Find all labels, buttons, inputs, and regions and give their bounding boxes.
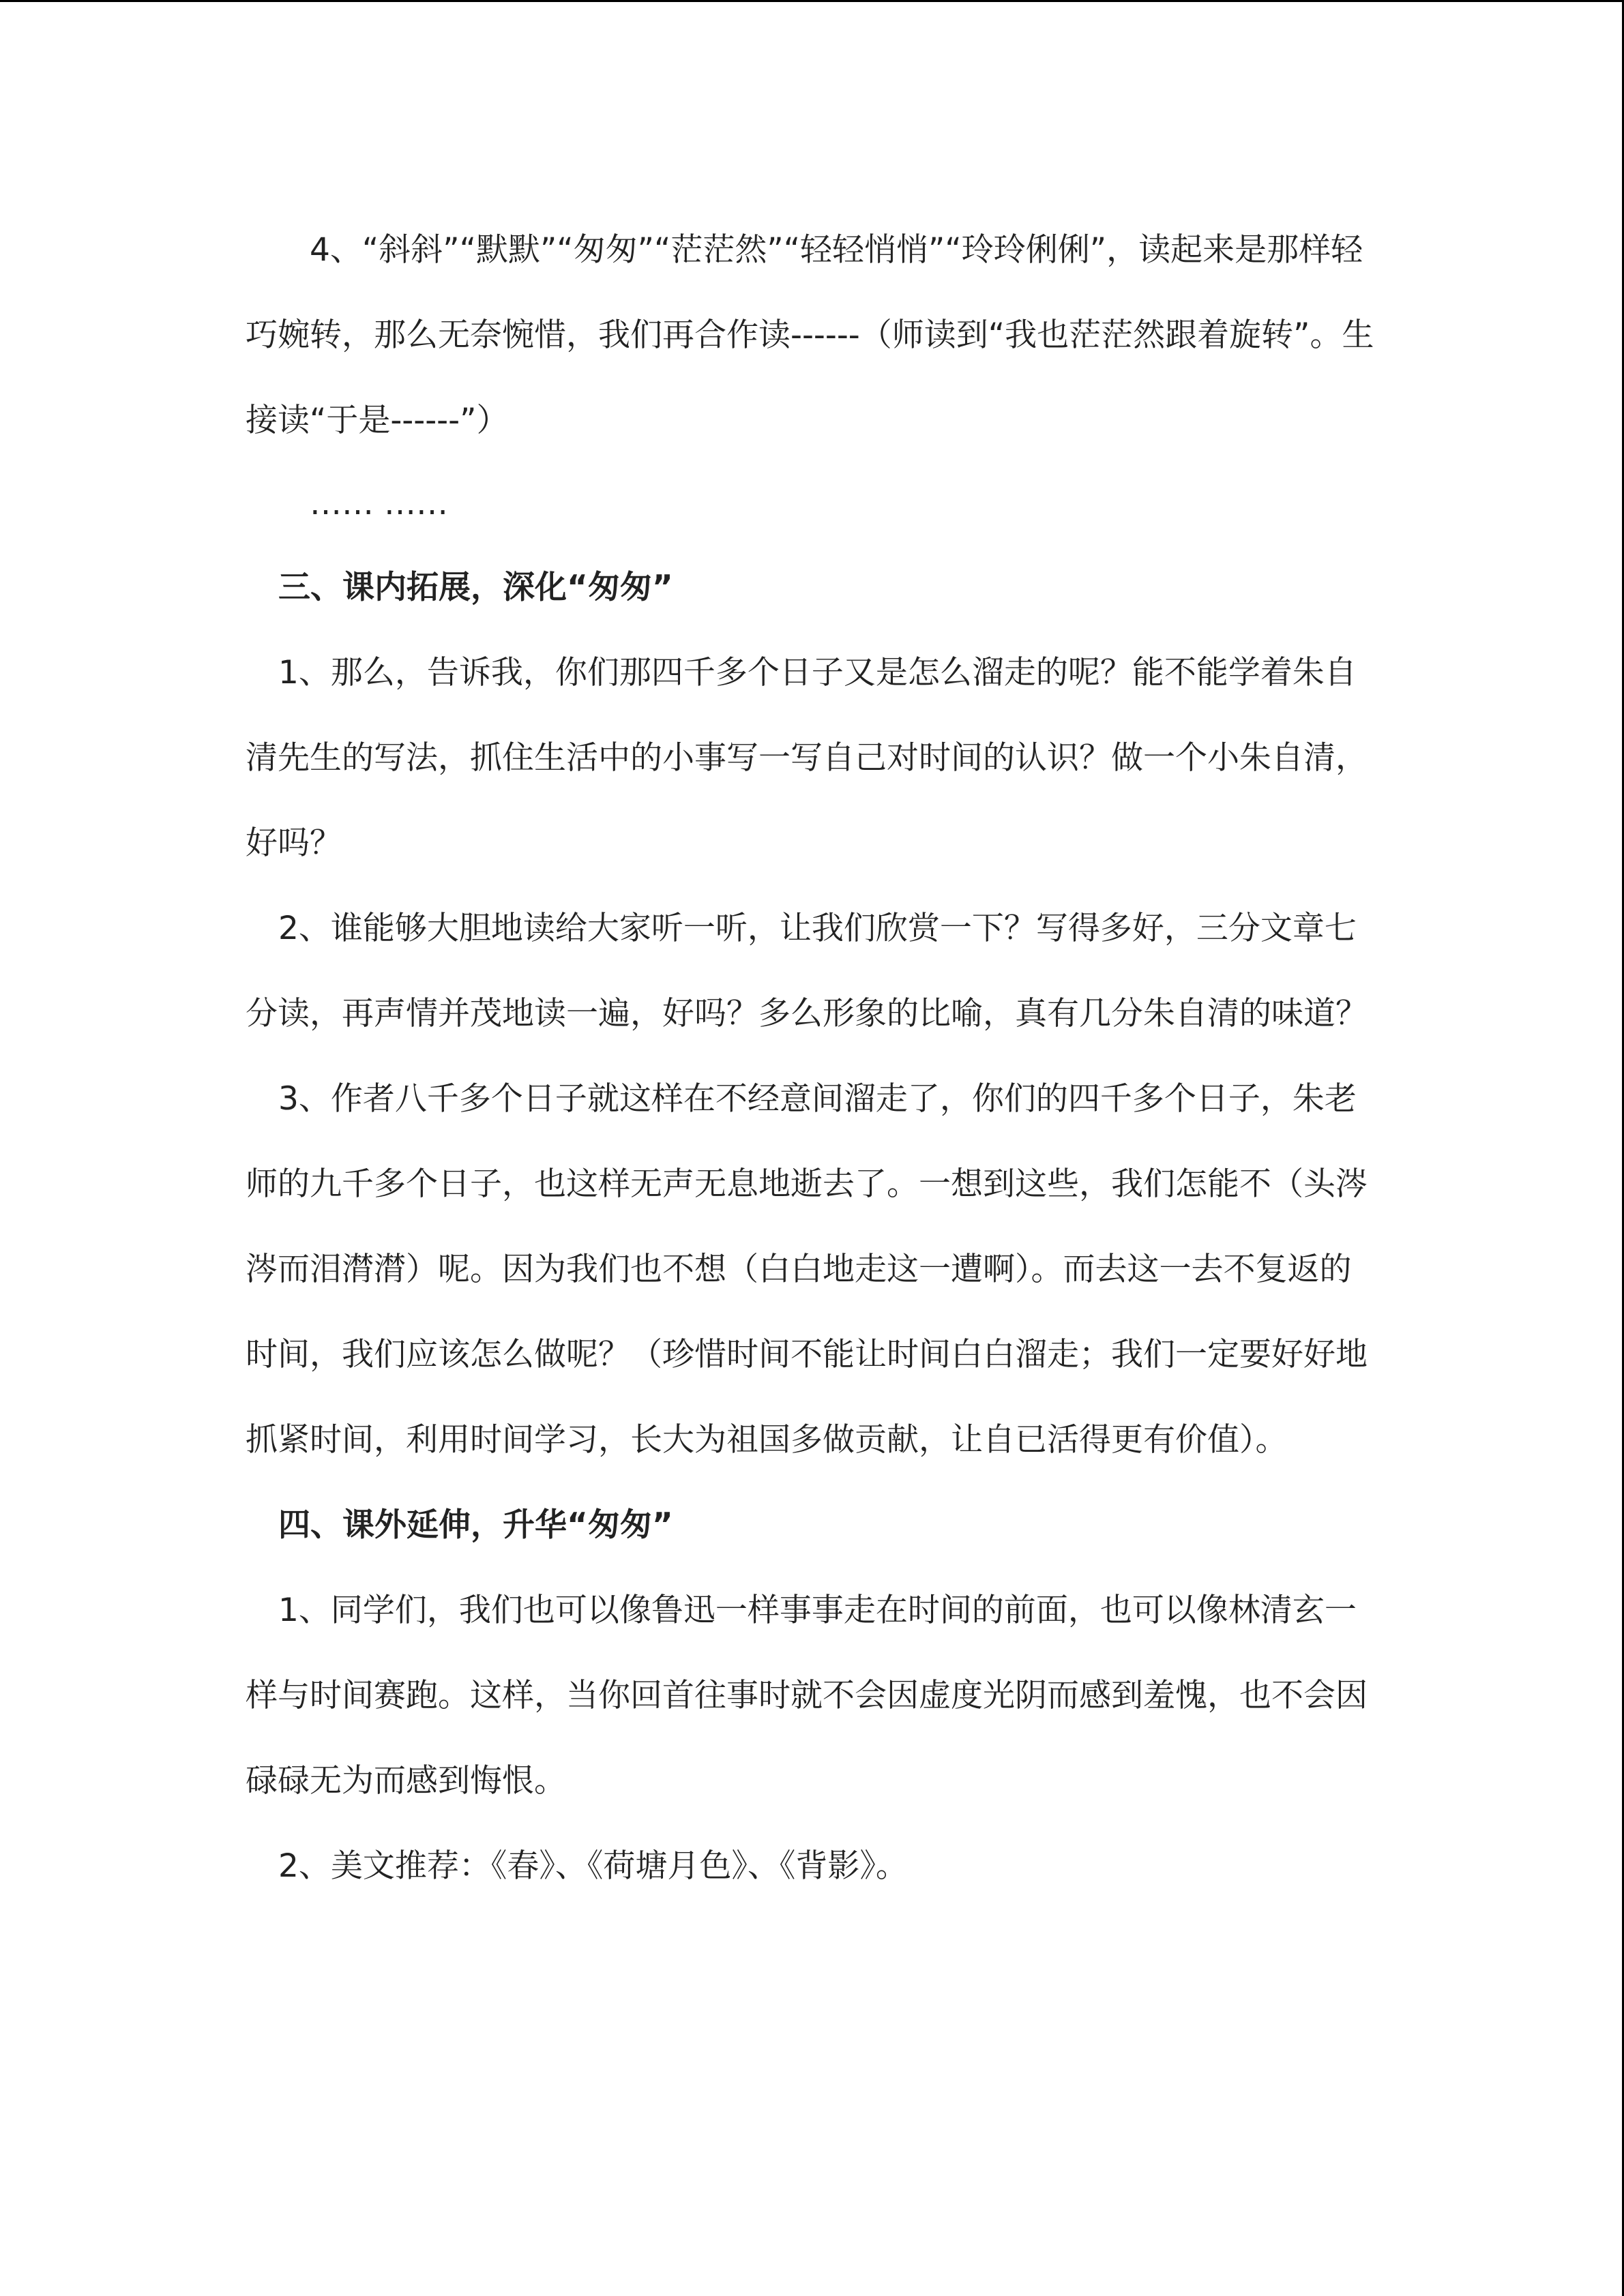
paragraph-read-words: 4、“斜斜”“默默”“匆匆”“茫茫然”“轻轻悄悄”“玲玲俐俐”，读起来是那样轻巧婉转，那么无奈惋惜，我们再合作读------（师读到“我也茫茫然跟着旋转”。生接读“于是------”） xyxy=(246,231,1374,439)
page-edge-top xyxy=(0,0,1624,2)
section-heading-4: 四、课外延伸，升华“匆匆” xyxy=(278,1506,673,1544)
paragraph-section-3-item-3: 3、作者八千多个日子就这样在不经意间溜走了，你们的四千多个日子，朱老师的九千多个日子，也这样无声无息地逝去了。一想到这些，我们怎能不（头涔涔而泪潸潸）呢。因为我们也不想（白白地走这一遭啊）。而去这一去不复返的时间，我们应该怎么做呢？（珍惜时间不能让时间白白溜走；我们一定要好好地抓紧时间，利用时间学习，长大为祖国多做贡献，让自已活得更有价值）。 xyxy=(246,1080,1368,1459)
paragraph-ellipsis: …… …… xyxy=(310,485,448,522)
paragraph-section-3-item-1: 1、那么，告诉我，你们那四千多个日子又是怎么溜走的呢？能不能学着朱自清先生的写法，抓住生活中的小事写一写自己对时间的认识？做一个小朱自清，好吗？ xyxy=(246,654,1368,862)
paragraph-section-4-item-2: 2、美文推荐：《春》、《荷塘月色》、《背影》。 xyxy=(278,1847,908,1885)
paragraph-section-3-item-2: 2、谁能够大胆地读给大家听一听，让我们欣赏一下？写得多好，三分文章七分读，再声情并茂地读一遍，好吗？多么形象的比喻，真有几分朱自清的味道？ xyxy=(246,910,1368,1032)
section-heading-3: 三、课内拓展，深化“匆匆” xyxy=(278,569,673,606)
document-body xyxy=(246,207,1378,1909)
paragraph-section-4-item-1: 1、同学们，我们也可以像鲁迅一样事事走在时间的前面，也可以像林清玄一样与时间赛跑。这样，当你回首往事时就不会因虚度光阴而感到羞愧，也不会因碌碌无为而感到悔恨。 xyxy=(246,1592,1368,1800)
